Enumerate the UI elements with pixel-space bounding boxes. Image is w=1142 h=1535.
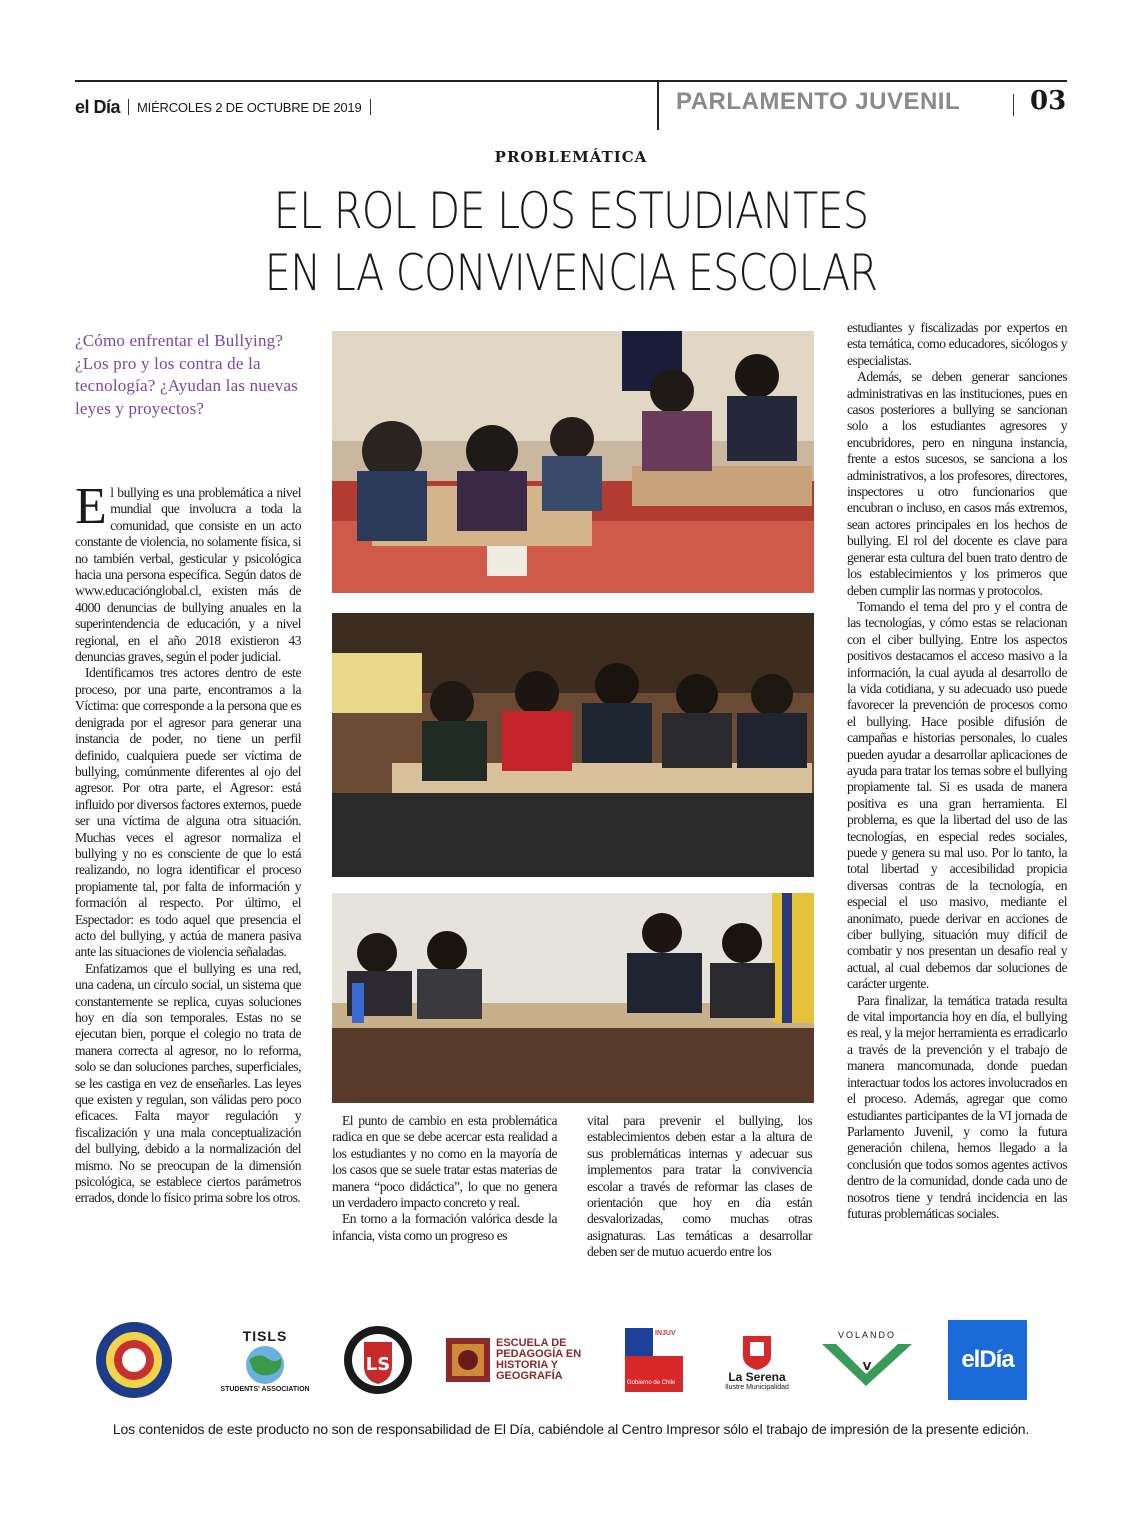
drop-cap: E: [75, 478, 107, 535]
globe-icon: [235, 1344, 295, 1386]
header-rule: [75, 80, 1067, 82]
paragraph: estudiantes y fiscalizadas por expertos en esta temática, como educadores, sicólogos y especialistas.: [847, 320, 1067, 368]
paragraph: El bullying es una problemática a nivel mundial que involucra a toda la comunidad, que consiste en un acto constante de violencia, no solamente física, si no también verbal, gesticular y psicológica hacia una persona específica. Según datos de www.educaciónglobal.cl, existen más de 4000 denuncias de bullying anuales en la superintendencia de educación, y a nivel regional, en el año 2018 existieron 43 denuncias graves, según el poder judicial.: [75, 478, 301, 665]
paragraph: El punto de cambio en esta problemática radica en que se debe acercar esta realidad a los estudiantes y no como en la mayoría de los casos que se suele tratar estas materias de manera “poco didáctica”, lo que no genera un verdadero impacto concreto y real.: [332, 1113, 557, 1211]
footer-disclaimer: Los contenidos de este producto no son de responsabilidad de El Día, cabiéndole al Centro Impresor sólo el trabajo de impresión de la presente edición.: [112, 1421, 1030, 1437]
universidad-la-serena-logo[interactable]: [338, 1320, 418, 1400]
paragraph: Además, se deben generar sanciones administrativas en las instituciones, pues en casos posteriores a bullying se sancionan solo a los estudiantes agresores y encubridores, pero en ninguna instancia, frente a estos sucesos, se sanciona a los administrativos, a los profesores, directores, inspectores u otro funcionarios que encubran o incluso, en casos más extremos, sean actores principales en los hechos de bullying. El rol del docente es clave para generar esta cultura del buen trato dentro de los establecimientos y los primeros que deben cumplir las normas y protocolos.: [847, 369, 1067, 598]
paragraph: Enfatizamos que el bullying es una red, una cadena, un círculo social, un sistema que constantemente se replica, cuyas soluciones hoy en día son temporales. Estas no se ejecutan bien, porque el colegio no trata de manera correcta al agresor, no lo reforma, solo se dan soluciones parches, superficiales, se les castiga en vez de enseñarles. Las leyes que existen y regulan, son válidas pero poco eficaces. Falta mayor regulación y fiscalización y una mala conceptualización del bullying, debido a la normalización del mismo. No se preocupan de la dimensión psicológica, se establece ciertos parámetros errados, donde lo físico prima sobre los otros.: [75, 960, 301, 1206]
international-school-logo[interactable]: [92, 1320, 176, 1400]
tisls-subtitle: STUDENTS' ASSOCIATION: [220, 1385, 310, 1393]
headline-line-2: EN LA CONVIVENCIA ESCOLAR: [264, 244, 878, 302]
volando-v-logo[interactable]: [818, 1320, 916, 1400]
injuv-gobierno-logo[interactable]: [623, 1320, 685, 1400]
wings-icon: [820, 1340, 914, 1390]
paragraph: vital para prevenir el bullying, los establecimientos deben estar a la altura de sus problemáticas internas y adecuar sus implementos para tratar la convivencia escolar a través de reformar las clases de orientación que hoy en día están desvalorizadas, como muchas otras asignaturas. Las temáticas a desarrollar deben ser de mutuo acuerdo entre los: [587, 1113, 812, 1260]
article-column-4: [847, 320, 1067, 1222]
article-kicker: PROBLEMÁTICA: [494, 148, 648, 166]
issue-date: MIÉRCOLES 2 DE OCTUBRE DE 2019: [137, 99, 362, 115]
article-column-1: [75, 478, 301, 1207]
classroom-photo-1[interactable]: [332, 331, 814, 593]
classroom-photo-3[interactable]: [332, 893, 814, 1103]
escuela-name: ESCUELA DE PEDAGOGÍA EN HISTORIA Y GEOGRAFÍA: [496, 1337, 582, 1382]
section-divider: [657, 80, 659, 130]
masthead-divider: [128, 99, 129, 115]
uls-initials: LS: [365, 1354, 391, 1375]
la-serena-logo[interactable]: [712, 1320, 802, 1400]
injuv-label: INJUV: [653, 1328, 683, 1356]
newspaper-logo[interactable]: el Día: [75, 96, 121, 117]
article-column-3: [587, 1113, 812, 1261]
volando-label: VOLANDO: [837, 1330, 896, 1340]
paragraph: En torno a la formación valórica desde la infancia, vista como un progreso es: [332, 1211, 557, 1243]
tisls-logo[interactable]: [210, 1320, 320, 1400]
headline-line-1: EL ROL DE LOS ESTUDIANTES: [273, 182, 869, 240]
la-serena-label: La Serena: [728, 1369, 786, 1384]
paragraph: Tomando el tema del pro y el contra de las tecnologías, y cómo estas se relacionan con el ciber bullying. Entre los aspectos positivos destacamos el acceso masivo a la información, la cual ayuda al desarrollo de la vida cotidiana, y su adecuado uso puede favorecer la prevención de procesos como el bullying. Hace posible difusión de campañas e historias personales, lo cuales pueden ayudar a desarrollar aplicaciones de ayuda para tratar los temas sobre el bullying propiamente tal. Si es usada de manera positiva es una gran herramienta. El problema, es que la libertad del uso de las tecnologías, en especial redes sociales, puede y genera su mal uso. Por lo tanto, la total libertad y accesibilidad propicia diversas contras de la tecnología, en especial el uso masivo, mediante el anonimato, puede derivar en acciones de ciber bullying, situación muy difícil de combatir y nos presentan un desafío real y actual, al cual debemos dar soluciones de carácter urgente.: [847, 598, 1067, 992]
article-intro: ¿Cómo enfrentar el Bullying? ¿Los pro y los contra de la tecnología? ¿Ayudan las nuevas leyes y proyectos?: [75, 331, 298, 418]
paragraph: Para finalizar, la temática tratada resulta de vital importancia hoy en día, el bullying es real, y la mejor herramienta es erradicarlo a través de la prevención y el trabajo de manera mancomunada, donde puedan interactuar todos los actores involucrados en el proceso. Además, agregar que como estudiantes participantes de la VI jornada de Parlamento Juvenil, y como la futura generación chilena, hemos llegado a la conclusión que todos somos agentes activos dentro de la comunidad, donde cada uno de nosotros tiene y tendrá incidencia en las futuras problemáticas sociales.: [847, 992, 1067, 1221]
volando-v-mark: V: [862, 1360, 872, 1373]
page-number: 03: [1030, 86, 1067, 116]
sponsor-logos: [80, 1320, 1040, 1400]
classroom-photo-2[interactable]: [332, 613, 814, 877]
el-dia-label: elDía: [961, 1346, 1014, 1373]
la-serena-sublabel: Ilustre Municipalidad: [725, 1383, 789, 1391]
masthead: [75, 92, 379, 122]
castle-icon: [741, 1330, 773, 1370]
article-headline: [97, 180, 1045, 304]
escuela-emblem-icon: [446, 1338, 490, 1382]
gobierno-label: Gobierno de Chile: [625, 1356, 683, 1392]
tisls-title: TISLS: [242, 1327, 288, 1344]
el-dia-logo[interactable]: [948, 1320, 1027, 1400]
section-title: PARLAMENTO JUVENIL: [676, 88, 961, 115]
article-column-2: [332, 1113, 557, 1244]
escuela-pedagogia-logo[interactable]: [446, 1320, 596, 1400]
paragraph: Identificamos tres actores dentro de este proceso, por una parte, encontramos a la Víctima: que corresponde a la persona que es denigrada por el agresor para generar una instancia de poder, no tiene un perfil definido, cualquiera puede ser víctima de bullying, comúnmente diferentes al ojo del agresor. Por otra parte, el Agresor: está influido por diversos factores externos, puede ser una víctima de alguna otra situación. Muchas veces el agresor normaliza el bullying y no es consciente de que lo está realizando, no logra identificar el proceso propiamente tal, por falta de información y formación al respecto. Por último, el Espectador: es todo aquel que presencia el acto del bullying, y actúa de manera pasiva ante las situaciones de violencia señaladas.: [75, 665, 301, 960]
masthead-divider: [370, 99, 371, 115]
page-divider: [1013, 94, 1014, 116]
